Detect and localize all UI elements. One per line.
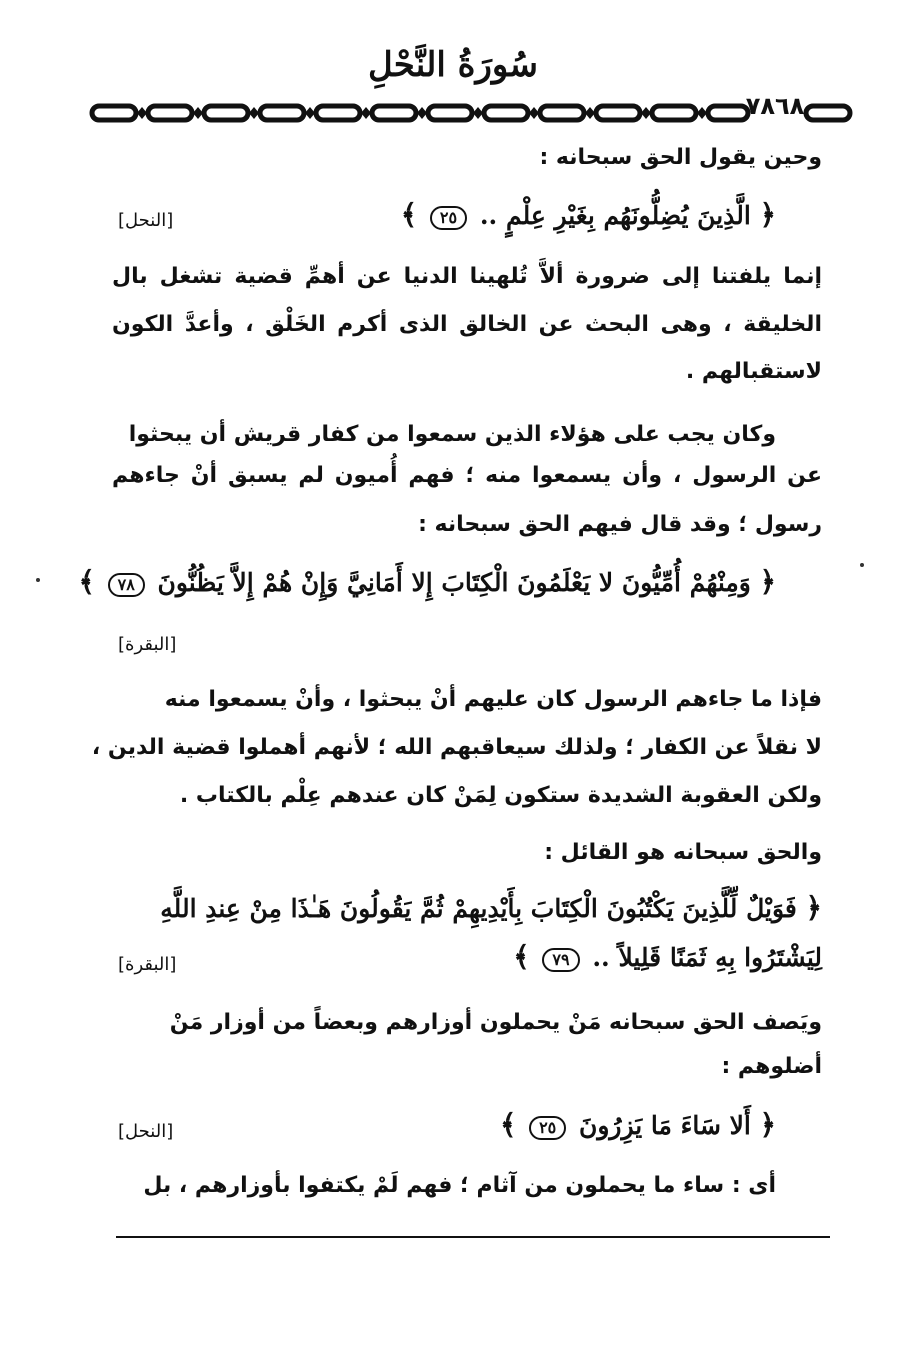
verse-number: ٢٥	[430, 206, 467, 230]
verse-number: ٢٥	[529, 1116, 566, 1140]
text-line: ولكن العقوبة الشديدة ستكون لِمَنْ كان عندهم عِلْم بالكتاب .	[179, 783, 822, 808]
text-line: فإذا ما جاءهم الرسول كان عليهم أنْ يبحثوا ، وأنْ يسمعوا منه	[164, 687, 822, 712]
verse-text: أَلا سَاءَ مَا يَزِرُونَ	[578, 1111, 751, 1140]
surah-reference: [البقرة]	[118, 954, 177, 975]
verse-text: فَوَيْلٌ لِّلَّذِينَ يَكْتُبُونَ الْكِتَابَ بِأَيْدِيهِمْ ثُمَّ يَقُولُونَ هَـٰذَا مِنْ عِندِ اللَّهِ	[160, 894, 797, 923]
verse-bracket-open: ﴿	[759, 1108, 776, 1141]
verse-bracket-close: ﴾	[513, 940, 530, 973]
verse-bracket-open: ﴿	[805, 891, 822, 924]
text-line: أضلوهم :	[721, 1054, 822, 1079]
text-line: أى : ساء ما يحملون من آثام ؛ فهم لَمْ يكتفوا بأوزارهم ، بل	[143, 1173, 776, 1198]
text-line: لاستقبالهم .	[685, 359, 822, 384]
quran-verse-line	[160, 891, 822, 926]
verse-bracket-open: ﴿	[759, 565, 776, 598]
scan-speck	[36, 578, 40, 582]
text-line: وكان يجب على هؤلاء الذين سمعوا من كفار قريش أن يبحثوا	[128, 422, 776, 447]
text-line: وحين يقول الحق سبحانه :	[539, 145, 822, 170]
text-line: عن الرسول ، وأن يسمعوا منه ؛ فهم أُميون لم يسبق أنْ جاءهم	[112, 463, 822, 488]
scan-speck	[860, 563, 864, 567]
page-number: ٧٨٦٨	[745, 92, 805, 120]
quran-verse	[500, 1108, 776, 1143]
verse-number: ٧٩	[542, 948, 579, 972]
verse-text: الَّذِينَ يُضِلُّونَهُم بِغَيْرِ عِلْمٍ ..	[479, 201, 751, 230]
bottom-rule	[116, 1236, 830, 1238]
text-line: رسول ؛ وقد قال فيهم الحق سبحانه :	[418, 512, 822, 537]
verse-text: وَمِنْهُمْ أُمِّيُّونَ لا يَعْلَمُونَ الْكِتَابَ إِلا أَمَانِيَّ وَإِنْ هُمْ إِلاَّ يَظُنُّونَ	[157, 568, 751, 597]
quran-verse	[78, 565, 776, 600]
surah-title: سُورَةُ النَّحْلِ	[368, 45, 538, 85]
surah-reference: [النحل]	[118, 210, 174, 231]
verse-bracket-open: ﴿	[759, 198, 776, 231]
quran-verse-line	[513, 940, 822, 975]
verse-text: لِيَشْتَرُوا بِهِ ثَمَنًا قَلِيلاً ..	[592, 943, 822, 972]
quran-verse	[401, 198, 776, 233]
verse-number: ٧٨	[108, 573, 145, 597]
text-line: الخليقة ، وهى البحث عن الخالق الذى أكرم الخَلْق ، وأعدَّ الكون	[112, 312, 822, 337]
text-line: والحق سبحانه هو القائل :	[544, 840, 822, 865]
text-line: إنما يلفتنا إلى ضرورة ألاَّ تُلهينا الدنيا عن أهمِّ قضية تشغل بال	[112, 264, 822, 289]
text-line: ويَصف الحق سبحانه مَنْ يحملون أوزارهم وبعضاً من أوزار مَنْ	[169, 1010, 822, 1035]
verse-bracket-close: ﴾	[400, 198, 418, 231]
surah-reference: [البقرة]	[118, 634, 177, 655]
text-line: لا نقلاً عن الكفار ؛ ولذلك سيعاقبهم الله ؛ لأنهم أهملوا قضية الدين ،	[91, 735, 822, 760]
surah-reference: [النحل]	[118, 1121, 174, 1142]
verse-bracket-close: ﴾	[78, 565, 95, 598]
verse-bracket-close: ﴾	[499, 1108, 517, 1141]
